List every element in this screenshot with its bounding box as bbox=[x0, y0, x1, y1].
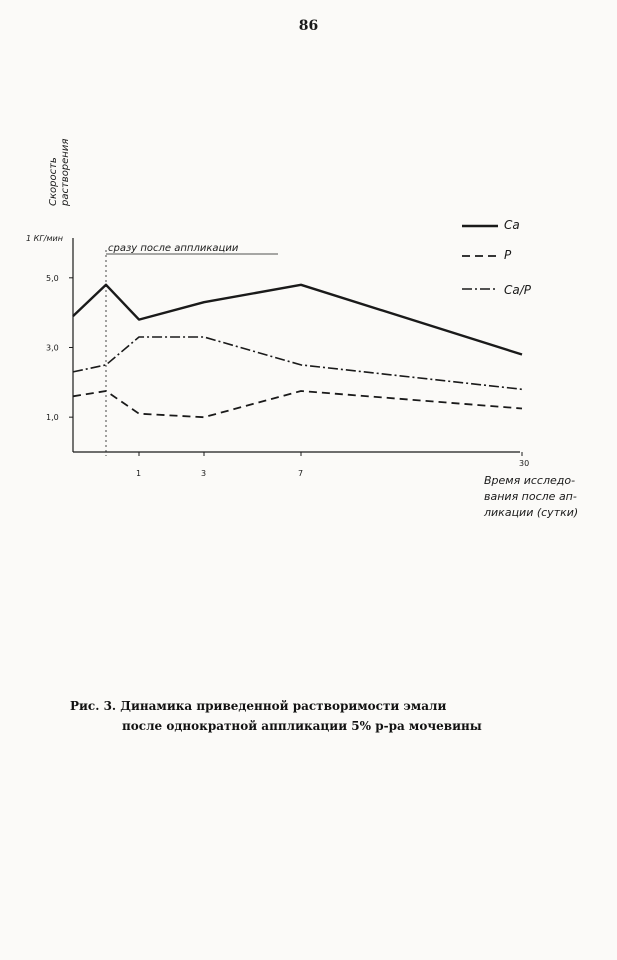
caption-line1: Рис. 3. Динамика приведенной растворимости эмали bbox=[70, 699, 447, 713]
x-tick-label: 7 bbox=[298, 469, 304, 478]
figure-caption bbox=[70, 696, 540, 736]
y-axis-title-line1: Скорость bbox=[48, 157, 59, 206]
series-line-ca-p bbox=[73, 337, 522, 389]
caption-line2: после однократной аппликации 5% р-ра мочевины bbox=[122, 719, 482, 733]
legend-label-p: P bbox=[504, 248, 512, 262]
series-group bbox=[73, 285, 522, 417]
series-line-p bbox=[73, 391, 522, 417]
x-tick-label: 30 bbox=[519, 459, 530, 468]
y-tick-label: 3,0 bbox=[46, 343, 59, 353]
legend-label-cap: Ca/P bbox=[504, 283, 532, 297]
y-tick-label: 1,0 bbox=[46, 413, 59, 423]
y-axis-title-line2: растворения bbox=[60, 138, 71, 206]
y-ticks bbox=[46, 274, 73, 422]
page-number: 86 bbox=[298, 18, 319, 34]
legend-label-ca: Ca bbox=[504, 218, 520, 232]
x-axis-title-line2: вания после ап- bbox=[484, 490, 577, 503]
x-axis-title-line1: Время исследо- bbox=[484, 474, 576, 487]
y-unit-label: 1 КГ/мин bbox=[26, 234, 63, 243]
legend bbox=[462, 218, 532, 297]
y-tick-label: 5,0 bbox=[46, 273, 59, 283]
y-axis-title bbox=[48, 139, 71, 207]
x-tick-label: 3 bbox=[201, 469, 207, 478]
annotation-text: сразу после аппликации bbox=[108, 243, 239, 254]
x-tick-label: 1 bbox=[136, 469, 142, 478]
x-ticks bbox=[136, 452, 529, 478]
series-line-ca bbox=[73, 285, 522, 355]
x-axis-title-line3: ликации (сутки) bbox=[484, 506, 579, 519]
